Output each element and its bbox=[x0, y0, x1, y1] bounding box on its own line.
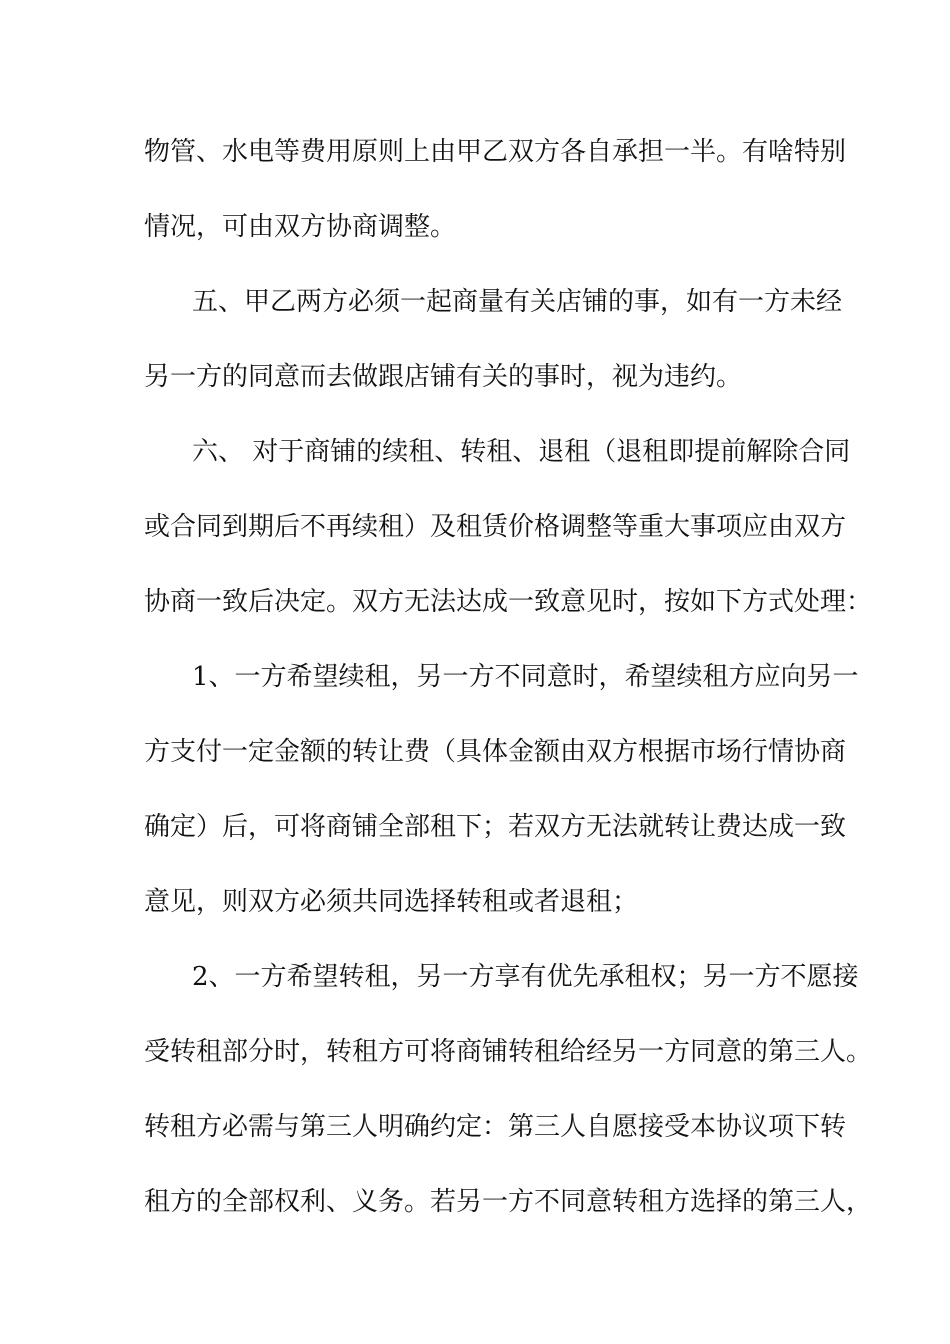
paragraph-line: 转租方必需与第三人明确约定：第三人自愿接受本协议项下转 bbox=[144, 1112, 847, 1142]
paragraph-line: 1、一方希望续租，另一方不同意时，希望续租方应向另一 bbox=[192, 662, 859, 692]
paragraph-line: 确定）后，可将商铺全部租下；若双方无法就转让费达成一致 bbox=[144, 812, 847, 842]
paragraph-line: 方支付一定金额的转让费（具体金额由双方根据市场行情协商 bbox=[144, 737, 847, 767]
paragraph-line: 六、 对于商铺的续租、转租、退租（退租即提前解除合同 bbox=[192, 437, 851, 467]
paragraph-line: 意见，则双方必须共同选择转租或者退租； bbox=[144, 887, 639, 917]
paragraph-line: 物管、水电等费用原则上由甲乙双方各自承担一半。有啥特别 bbox=[144, 137, 847, 167]
paragraph-line: 另一方的同意而去做跟店铺有关的事时，视为违约。 bbox=[144, 362, 743, 392]
paragraph-line: 五、甲乙两方必须一起商量有关店铺的事，如有一方未经 bbox=[192, 287, 843, 317]
paragraph-line: 情况，可由双方协商调整。 bbox=[144, 212, 457, 242]
paragraph-line: 受转租部分时，转租方可将商铺转租给经另一方同意的第三人。 bbox=[144, 1037, 873, 1067]
paragraph-line: 或合同到期后不再续租）及租赁价格调整等重大事项应由双方 bbox=[144, 512, 847, 542]
paragraph-line: 租方的全部权利、义务。若另一方不同意转租方选择的第三人， bbox=[144, 1187, 873, 1217]
paragraph-line: 协商一致后决定。双方无法达成一致意见时，按如下方式处理： bbox=[144, 587, 873, 617]
paragraph-line: 2、一方希望转租，另一方享有优先承租权；另一方不愿接 bbox=[192, 962, 859, 992]
